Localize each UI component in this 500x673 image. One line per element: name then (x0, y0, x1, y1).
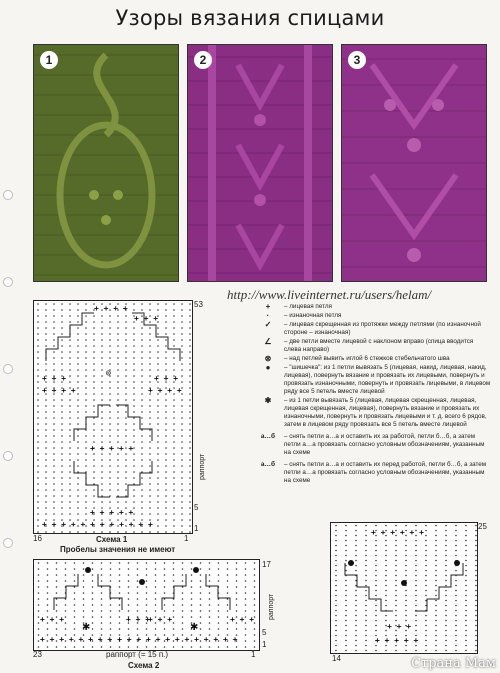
punch-hole-icon (3, 451, 13, 461)
legend-item (256, 338, 492, 354)
legend-symbol: ● (265, 363, 271, 372)
scheme-1-col-left: 16 (33, 534, 42, 543)
scheme-2-grid (34, 560, 259, 650)
punch-hole-icon (3, 277, 13, 287)
svg-text:+ + +: + + + (387, 622, 412, 631)
scheme-1-row-bottom: 1 (194, 524, 199, 533)
svg-text:✱: ✱ (190, 622, 199, 633)
svg-text:+ + + +: + + + + (42, 386, 76, 395)
legend-symbol: ✱ (264, 396, 272, 405)
legend-symbol: ✓ (264, 320, 272, 329)
legend-symbol: а…б (260, 461, 276, 468)
legend-symbol: · (266, 311, 270, 320)
punch-hole-icon (3, 364, 13, 374)
swatch-number-badge: 2 (194, 51, 212, 69)
legend-text: – "шишечка": из 1 петли вывязать 5 (лицевая, накид, лицевая, накид, лицевая), повернуть вязание и провязать их лицевыми, повернуть и провязать изнаночными, повернуть и провязать лицевыми, в лицевом ряду все 5 петель вместе лицевой (284, 364, 491, 395)
svg-text:+ + + +: + + + + (94, 304, 128, 313)
svg-text:+ + + + +: + + + + + (90, 508, 134, 517)
legend-symbol: + (265, 302, 271, 311)
scheme-2-row-bottom: 1 (262, 640, 267, 649)
scheme-2-row-mid: 5 (262, 628, 267, 637)
page-title: Узоры вязания спицами (115, 6, 385, 30)
scheme-1-grid (34, 301, 192, 533)
svg-text:+ + + + + + + + + + + + + + +: + + + + + + + + + + + + + + + + + + + + + (40, 635, 238, 644)
punch-hole-icon (3, 538, 13, 548)
svg-text:+ + + + + +: + + + + + + (371, 528, 424, 537)
scheme-1-row-top: 53 (194, 300, 203, 309)
cable-pattern-purple (188, 45, 332, 281)
knit-swatch-3 (341, 44, 487, 282)
scheme-2-row-top: 17 (262, 560, 271, 569)
bobble-pattern-purple (342, 45, 486, 281)
scheme-2-col-right: 1 (251, 650, 256, 659)
legend-item (256, 433, 492, 457)
legend (256, 303, 492, 486)
scheme-2-chart (33, 559, 260, 651)
svg-text:+ + +: + + + (126, 615, 151, 624)
scheme-2-repeat-label: раппорт (= 15 п.) (106, 650, 169, 659)
swatch-number-badge: 1 (40, 51, 58, 69)
legend-text: – изнаночная петля (284, 312, 342, 319)
svg-text:+ + + + + + + + + + + +: + + + + + + + + + + + + (42, 520, 153, 529)
legend-item (256, 397, 492, 429)
site-watermark: Страна Мам (411, 656, 496, 671)
legend-symbol: ∠ (264, 337, 272, 346)
svg-text:✱: ✱ (82, 622, 91, 633)
svg-text:◎: ◎ (106, 368, 111, 377)
scheme-2-side-label: раппорт (268, 593, 275, 620)
scheme-1-col-right: 1 (184, 534, 189, 543)
punch-holes (3, 190, 11, 625)
scheme-3-row-top: 25 (478, 522, 487, 531)
legend-text: – над петлей вывить иглой 6 стежков стебельчатого шва (284, 355, 450, 362)
punch-hole-icon (3, 190, 13, 200)
svg-text:+ + + +: + + + + (148, 386, 182, 395)
swatch-number-badge: 3 (348, 51, 366, 69)
scheme-1-row-mid: 5 (194, 503, 199, 512)
legend-text: – из 1 петли вывязать 5 (лицевая, лицевая скрещенная, лицевая, лицевая скрещенная, лицевая), повернуть вязание и провязать их изнаночными, повернуть и провязать лицевыми и т. д. всего 6 рядов, затем в лицевом ряду провязать все 5 петель вместе лицевой (284, 397, 487, 428)
legend-item (256, 303, 492, 311)
scheme-1-title: Схема 1 (96, 535, 128, 544)
svg-text:+ + +: + + + (154, 374, 179, 383)
scheme-3-grid (331, 523, 477, 653)
legend-item (256, 321, 492, 337)
svg-text:+ + +: + + + (134, 314, 159, 323)
knit-swatch-1 (33, 44, 179, 282)
legend-symbol: а…б (260, 433, 276, 440)
scheme-3-chart (330, 522, 478, 654)
scheme-1-repeat-label: раппорт (199, 453, 206, 480)
legend-symbol: ⊗ (264, 354, 272, 363)
knit-swatch-2 (187, 44, 333, 282)
legend-item (256, 312, 492, 320)
legend-item (256, 355, 492, 363)
legend-item (256, 364, 492, 396)
scheme-2-title: Схема 2 (128, 661, 160, 670)
legend-text: – снять петли а…а и оставить их перед работой, петли б…б, а затем петли а…а провязать согласно условным обозначениям, указанным на схеме (284, 461, 487, 484)
svg-text:+ + + + +: + + + + + (90, 444, 134, 453)
source-url[interactable]: http://www.liveinternet.ru/users/helam/ (227, 287, 432, 302)
legend-text: – снять петли а…а и оставить их за работой, петли б…б, а затем петли а…а провязать согласно условным обозначениям, указанным на схеме (284, 433, 485, 456)
legend-text: – две петли вместе лицевой с наклоном вправо (спица вводится слева направо) (284, 338, 474, 353)
legend-item (256, 461, 492, 485)
scheme-1-chart (33, 300, 193, 534)
cable-pattern-green (34, 45, 178, 281)
scheme-3-col-left: 14 (332, 654, 341, 663)
scheme-1-note: Пробелы значения не имеют (60, 545, 176, 554)
legend-text: – лицевая петля (284, 303, 332, 310)
scheme-2-col-left: 23 (33, 650, 42, 659)
svg-text:+ + +: + + + (40, 615, 65, 624)
svg-text:+ + + + +: + + + + + (375, 636, 419, 645)
svg-text:+ + +: + + + (230, 615, 255, 624)
svg-text:+ + +: + + + (42, 374, 67, 383)
legend-text: – лицевая скрещенная из протяжки между петлями (по изнаночной стороне – изнаночная) (284, 321, 481, 336)
svg-text:+ + +: + + + (148, 615, 173, 624)
